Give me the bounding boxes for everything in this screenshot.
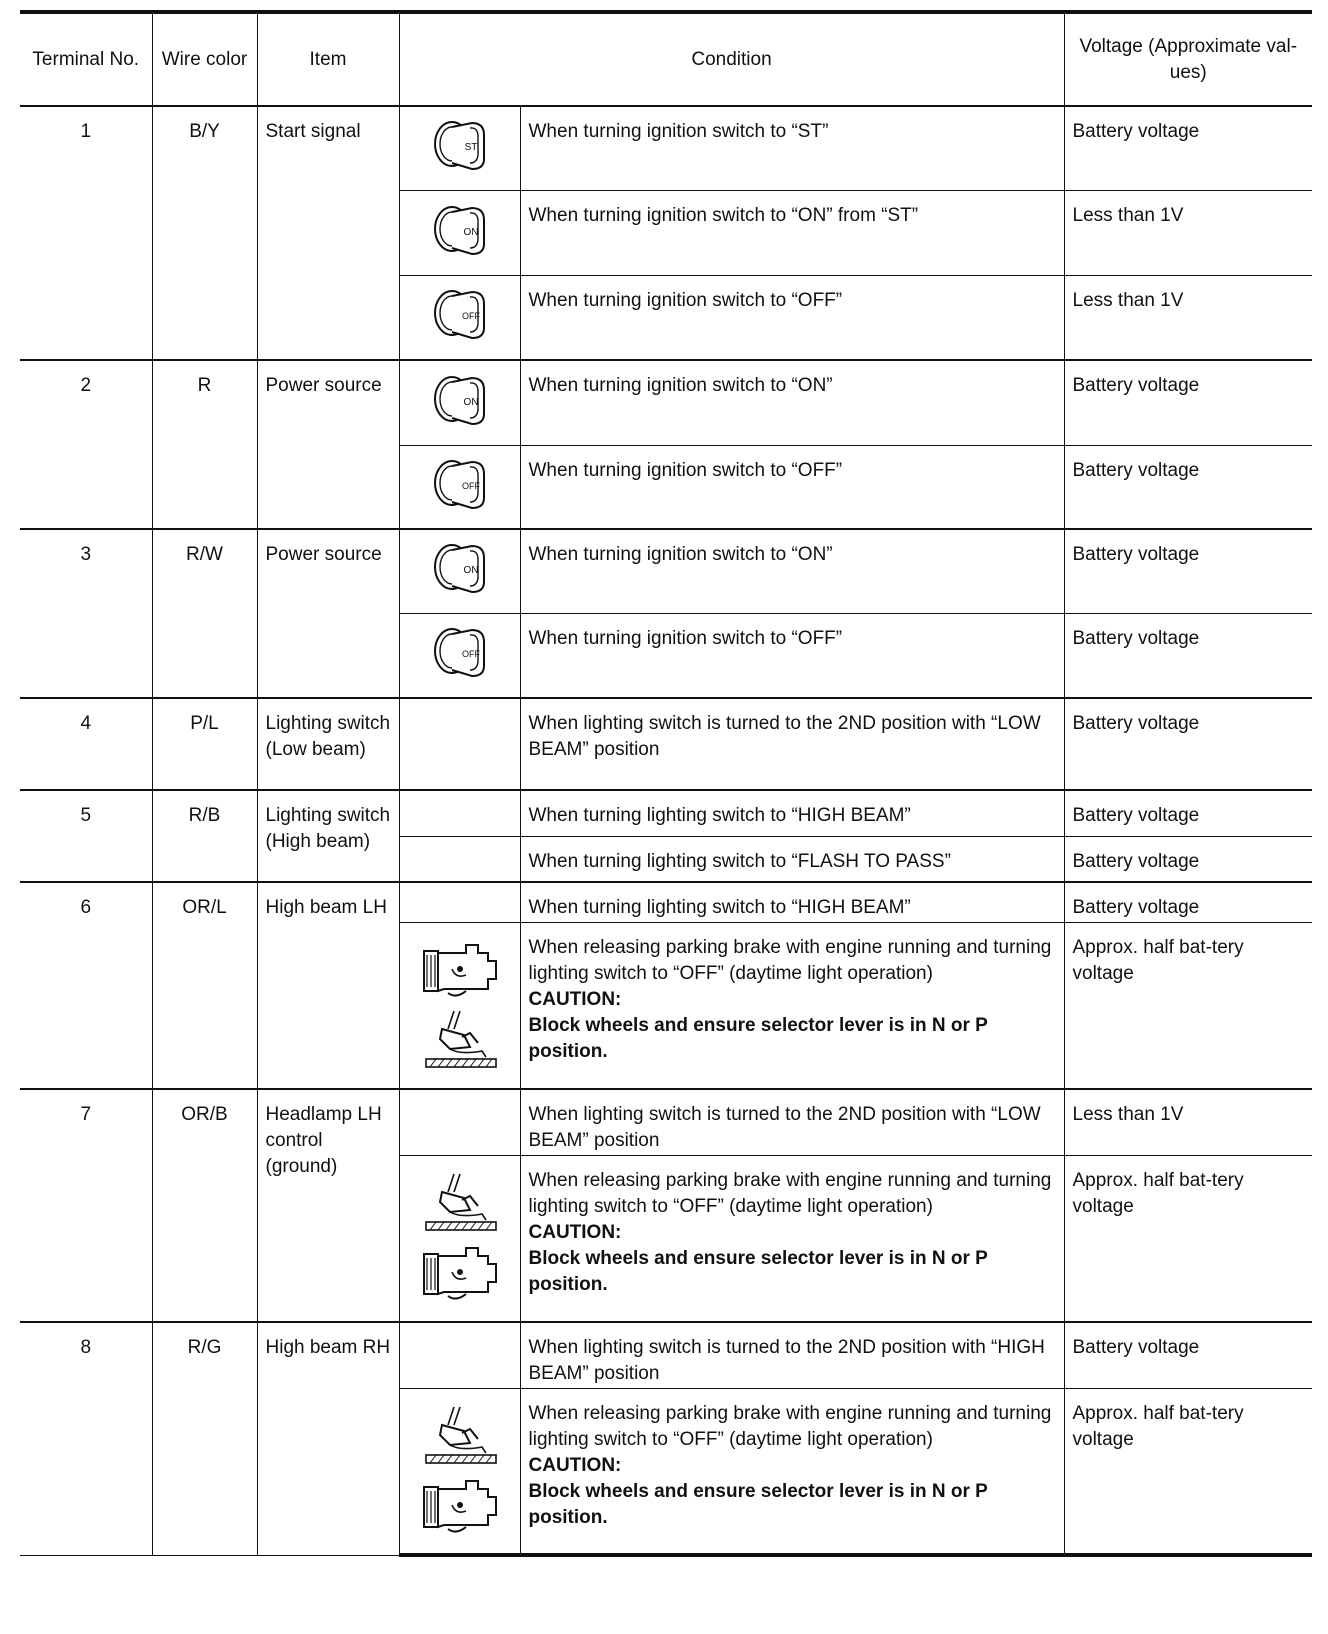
table-row [20, 1322, 1312, 1388]
condition-cell [520, 360, 1064, 445]
condition-text: When turning ignition switch to “ON” [528, 375, 833, 396]
ignition-key-on-icon [399, 190, 520, 275]
voltage-value: Approx. half bat-tery voltage [1064, 922, 1312, 1089]
terminal-number: 4 [20, 698, 152, 790]
condition-text: When turning ignition switch to “OFF” [528, 459, 843, 481]
condition-text: When turning ignition switch to “ON” from “ST” [528, 204, 919, 226]
terminal-number: 3 [20, 529, 152, 698]
voltage-value: Battery voltage [1064, 106, 1312, 190]
voltage-value: Battery voltage [1064, 529, 1312, 613]
item-name: Headlamp LH control (ground) [257, 1089, 399, 1322]
empty-icon-cell [399, 1089, 520, 1155]
ignition-key-off-icon [399, 275, 520, 360]
table-body [20, 106, 1312, 1555]
svg-text:OFF: OFF [461, 480, 480, 491]
table-row [20, 529, 1312, 613]
ignition-key-on-icon [399, 360, 520, 445]
condition-text: When turning ignition switch to “OFF” [528, 289, 843, 311]
condition-text: When lighting switch is turned to the 2ND position with “LOW BEAM” position [528, 1104, 1041, 1151]
empty-icon-cell [399, 836, 520, 882]
wire-color: R/B [152, 790, 257, 882]
ignition-key-on-icon [399, 529, 520, 613]
empty-icon-cell [399, 882, 520, 922]
header-terminal: Terminal No. [20, 12, 152, 106]
voltage-value: Approx. half bat-tery voltage [1064, 1155, 1312, 1322]
wire-color: B/Y [152, 106, 257, 360]
condition-text: When releasing parking brake with engine running and turning lighting switch to “OFF” (daytime light operation) [528, 1169, 1052, 1217]
ignition-key-off-icon [399, 613, 520, 698]
voltage-value: Less than 1V [1064, 275, 1312, 360]
table-row [20, 106, 1312, 190]
condition-cell [520, 613, 1064, 698]
condition-cell [520, 1322, 1064, 1388]
terminal-table-document [20, 10, 1312, 1557]
item-name: Lighting switch (Low beam) [257, 698, 399, 790]
empty-icon-cell [399, 1322, 520, 1388]
condition-cell [520, 106, 1064, 190]
engine-running-and-parking-brake-icon [399, 922, 520, 1089]
wire-color: OR/B [152, 1089, 257, 1322]
condition-cell [520, 698, 1064, 790]
header-item: Item [257, 12, 399, 106]
condition-text: When releasing parking brake with engine running and turning lighting switch to “OFF” (daytime light operation) [528, 936, 1052, 984]
condition-text: When turning ignition switch to “OFF” [528, 627, 843, 649]
item-name: High beam RH [257, 1322, 399, 1555]
terminal-voltage-table [20, 10, 1312, 1557]
item-name: Power source [257, 360, 399, 529]
caution-text: Block wheels and ensure selector lever is in N or P position. [528, 1014, 988, 1062]
wire-color: R/W [152, 529, 257, 698]
terminal-number: 7 [20, 1089, 152, 1322]
condition-cell [520, 1089, 1064, 1155]
condition-text: When turning lighting switch to “HIGH BEAM” [528, 897, 911, 918]
voltage-value: Battery voltage [1064, 836, 1312, 882]
condition-cell [520, 922, 1064, 1089]
svg-text:ON: ON [463, 226, 478, 238]
condition-text: When turning ignition switch to “ON” [528, 544, 833, 565]
svg-text:ON: ON [463, 396, 478, 408]
condition-cell [520, 190, 1064, 275]
condition-cell [520, 1388, 1064, 1555]
svg-text:OFF: OFF [461, 649, 480, 660]
voltage-value: Battery voltage [1064, 613, 1312, 698]
empty-icon-cell [399, 698, 520, 790]
item-name: Start signal [257, 106, 399, 360]
condition-cell [520, 836, 1064, 882]
condition-text: When turning lighting switch to “FLASH TO PASS” [528, 850, 951, 872]
caution-text: Block wheels and ensure selector lever is in N or P position. [528, 1247, 988, 1295]
wire-color: R/G [152, 1322, 257, 1555]
voltage-value: Battery voltage [1064, 360, 1312, 445]
condition-cell [520, 1155, 1064, 1322]
svg-text:ST: ST [464, 142, 477, 154]
svg-text:ON: ON [463, 565, 478, 577]
header-wire-color: Wire color [152, 12, 257, 106]
voltage-value: Less than 1V [1064, 190, 1312, 275]
item-name: Lighting switch (High beam) [257, 790, 399, 882]
voltage-value: Approx. half bat-tery voltage [1064, 1388, 1312, 1555]
condition-cell [520, 275, 1064, 360]
empty-icon-cell [399, 790, 520, 836]
condition-cell [520, 529, 1064, 613]
terminal-number: 5 [20, 790, 152, 882]
voltage-value: Less than 1V [1064, 1089, 1312, 1155]
voltage-value: Battery voltage [1064, 1322, 1312, 1388]
caution-label: CAUTION: [528, 988, 622, 1010]
wire-color: P/L [152, 698, 257, 790]
condition-text: When releasing parking brake with engine running and turning lighting switch to “OFF” (daytime light operation) [528, 1402, 1052, 1450]
table-row [20, 698, 1312, 790]
voltage-value: Battery voltage [1064, 698, 1312, 790]
terminal-number: 8 [20, 1322, 152, 1555]
svg-text:OFF: OFF [461, 311, 480, 322]
item-name: Power source [257, 529, 399, 698]
caution-label: CAUTION: [528, 1454, 622, 1476]
voltage-value: Battery voltage [1064, 790, 1312, 836]
wire-color: R [152, 360, 257, 529]
terminal-number: 1 [20, 106, 152, 360]
condition-cell [520, 882, 1064, 922]
voltage-value: Battery voltage [1064, 445, 1312, 529]
terminal-number: 6 [20, 882, 152, 1089]
table-row [20, 1089, 1312, 1155]
condition-text: When turning ignition switch to “ST” [528, 121, 829, 142]
condition-text: When lighting switch is turned to the 2ND position with “HIGH BEAM” position [528, 1337, 1045, 1384]
table-row [20, 360, 1312, 445]
table-row [20, 882, 1312, 922]
ignition-key-off-icon [399, 445, 520, 529]
terminal-number: 2 [20, 360, 152, 529]
header-row [20, 12, 1312, 106]
table-row [20, 790, 1312, 836]
header-condition: Condition [399, 12, 1064, 106]
wire-color: OR/L [152, 882, 257, 1089]
item-name: High beam LH [257, 882, 399, 1089]
condition-cell [520, 790, 1064, 836]
caution-label: CAUTION: [528, 1221, 622, 1243]
header-voltage: Voltage (Approximate val-ues) [1064, 12, 1312, 106]
caution-text: Block wheels and ensure selector lever is in N or P position. [528, 1480, 988, 1528]
ignition-key-st-icon [399, 106, 520, 190]
parking-brake-and-engine-running-icon [399, 1155, 520, 1322]
condition-cell [520, 445, 1064, 529]
condition-text: When lighting switch is turned to the 2ND position with “LOW BEAM” position [528, 713, 1041, 760]
parking-brake-and-engine-running-icon [399, 1388, 520, 1555]
condition-text: When turning lighting switch to “HIGH BEAM” [528, 805, 911, 826]
voltage-value: Battery voltage [1064, 882, 1312, 922]
